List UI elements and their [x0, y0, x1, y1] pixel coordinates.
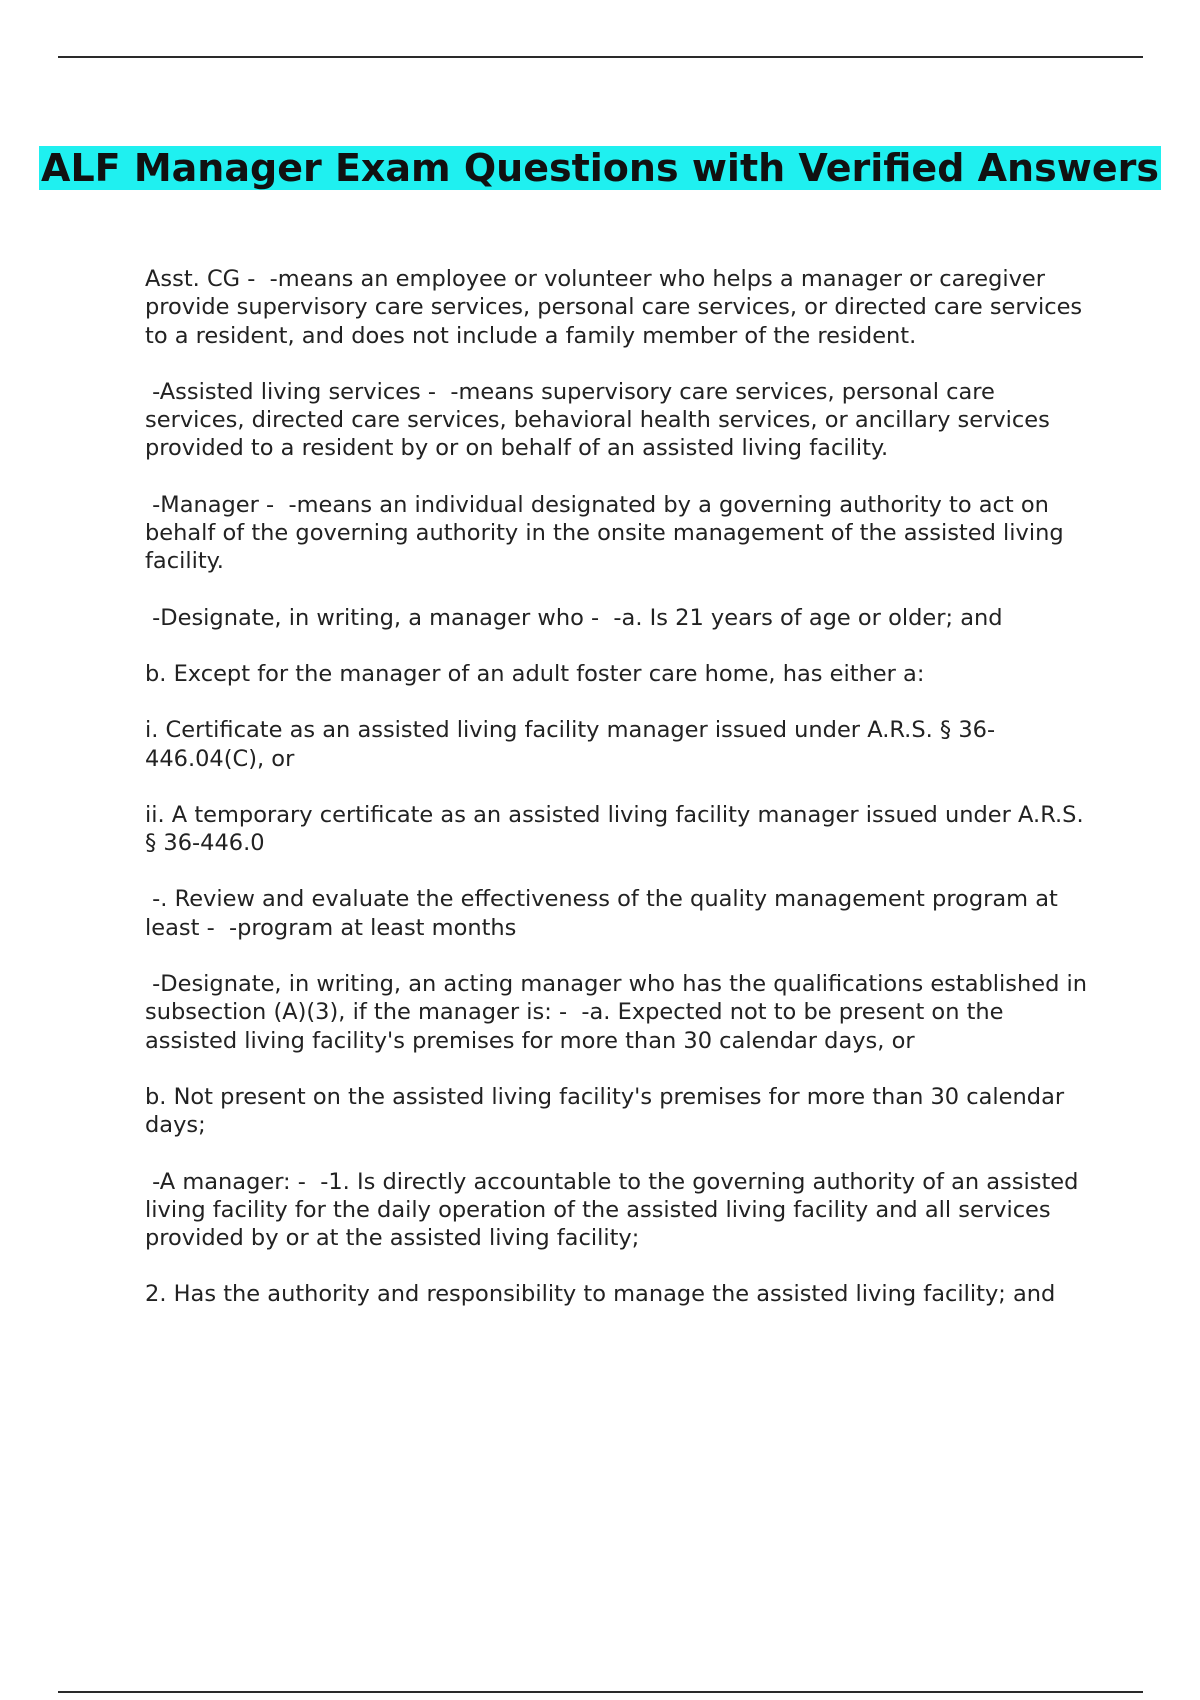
paragraph: ii. A temporary certificate as an assisted living facility manager issued under A.R.S. § 36-446.0 [145, 801, 1091, 857]
paragraph: -Designate, in writing, an acting manager who has the qualifications established in subsection (A)(3), if the manager is: - -a. Expected not to be present on the assisted living facility's premises for more than 30 calendar days, or [145, 971, 1095, 1054]
paragraph: 2. Has the authority and responsibility to manage the assisted living facility; and [145, 1281, 1056, 1308]
paragraph: -Manager - -means an individual designated by a governing authority to act on behalf of the governing authority in the onsite management of the assisted living facility. [145, 491, 1071, 575]
document-body [145, 265, 1095, 1337]
paragraph: b. Except for the manager of an adult foster care home, has either a: [145, 660, 925, 687]
document-title: ALF Manager Exam Questions with Verified Answers [41, 146, 1159, 190]
title-block [0, 145, 1200, 191]
paragraph: -Designate, in writing, a manager who - -a. Is 21 years of age or older; and [145, 604, 1003, 631]
footer-rule [58, 1691, 1143, 1693]
header-rule [58, 56, 1143, 58]
paragraph: b. Not present on the assisted living facility's premises for more than 30 calendar days; [145, 1083, 1072, 1139]
paragraph: i. Certificate as an assisted living facility manager issued under A.R.S. § 36-446.04(C), or [145, 717, 996, 772]
paragraph: -A manager: - -1. Is directly accountable to the governing authority of an assisted living facility for the daily operation of the assisted living facility and all services provided by or at the assisted living facility; [145, 1168, 1086, 1252]
paragraph: -Assisted living services - -means supervisory care services, personal care services, directed care services, behavioral health services, or ancillary services provided to a resident by or on behalf of an assisted living facility. [145, 378, 1058, 462]
paragraph: Asst. CG - -means an employee or volunteer who helps a manager or caregiver provide supervisory care services, personal care services, or directed care services to a resident, and does not include a family member of the resident. [145, 266, 1090, 349]
paragraph: -. Review and evaluate the effectiveness of the quality management program at least - -program at least months [145, 886, 1065, 941]
